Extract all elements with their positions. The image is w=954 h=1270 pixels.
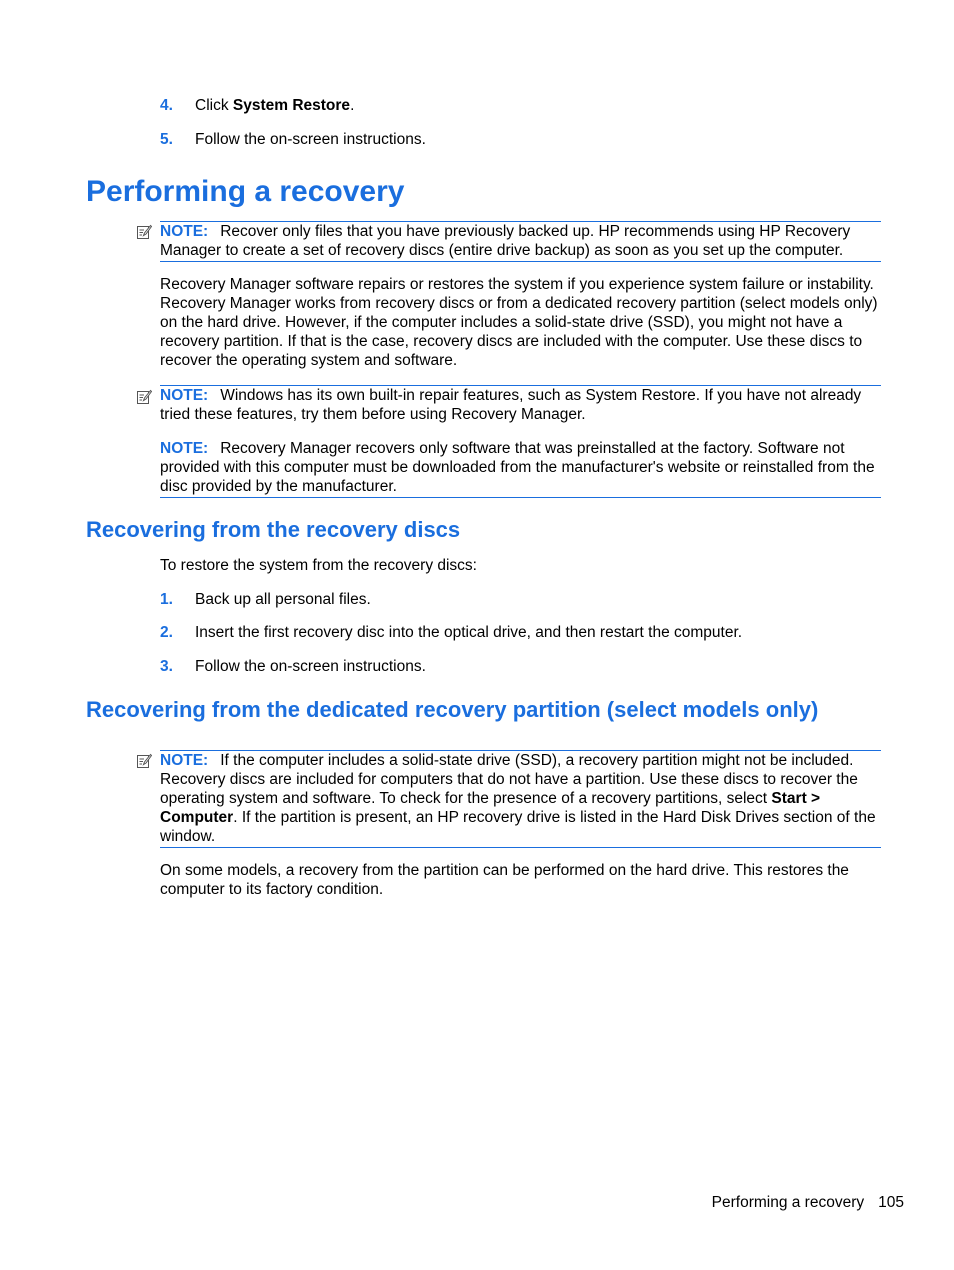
footer-title: Performing a recovery <box>711 1194 865 1211</box>
list-item <box>0 130 954 149</box>
ui-term: Start > Computer <box>160 790 821 826</box>
subsection-title: Recovering from the recovery discs <box>86 517 461 542</box>
subsection-title: Recovering from the dedicated recovery partition (select models only) <box>86 697 819 722</box>
note-icon <box>136 389 152 405</box>
step-text: Follow the on-screen instructions. <box>195 131 426 148</box>
page-number: 105 <box>878 1194 904 1211</box>
note-label: NOTE: <box>160 223 209 240</box>
note-text: NOTE: Windows has its own built-in repair features, such as System Restore. If you have not already tried these features, try them before using Recovery Manager. <box>160 387 862 423</box>
step-number: 2. <box>160 624 173 641</box>
list-item <box>0 623 954 642</box>
step-number: 4. <box>160 97 173 114</box>
note-label: NOTE: <box>160 752 209 769</box>
step-number: 5. <box>160 131 173 148</box>
note-label: NOTE: <box>160 387 209 404</box>
step-text: Insert the first recovery disc into the optical drive, and then restart the computer. <box>195 624 743 641</box>
step-text: Click System Restore. <box>195 97 355 114</box>
note-label: NOTE: <box>160 440 209 457</box>
step-text: Follow the on-screen instructions. <box>195 658 426 675</box>
note-icon <box>136 224 152 240</box>
list-item <box>0 590 954 609</box>
body-paragraph: Recovery Manager software repairs or restores the system if you experience system failure or instability. Recovery Manager works from recovery discs or from a dedicated recovery partition (select models only) on the hard drive. However, if the computer includes a solid-state drive (SSD), you might not have a recovery partition. If that is the case, recovery discs are included with the computer. Use these discs to recover the operating system and software. <box>160 276 878 369</box>
list-item <box>0 657 954 676</box>
ui-term: System Restore <box>232 97 351 114</box>
note-box <box>160 385 881 498</box>
step-text: Back up all personal files. <box>195 591 371 608</box>
body-paragraph: On some models, a recovery from the partition can be performed on the hard drive. This restores the computer to its factory condition. <box>160 862 849 898</box>
note-icon <box>136 753 152 769</box>
note-box <box>160 750 881 848</box>
note-text: NOTE: If the computer includes a solid-state drive (SSD), a recovery partition might not be included. Recovery discs are included for computers that do not have a partition. Use these discs to recover the operating system and software. To check for the presence of a recovery partitions, select Start > Computer. If the partition is present, an HP recovery drive is listed in the Hard Disk Drives section of the window. <box>160 752 876 845</box>
step-number: 3. <box>160 658 173 675</box>
step-number: 1. <box>160 591 173 608</box>
note-text: NOTE: Recover only files that you have previously backed up. HP recommends using HP Recovery Manager to create a set of recovery discs (entire drive backup) as soon as you set up the computer. <box>160 223 851 259</box>
page-footer <box>712 1193 904 1212</box>
note-box <box>160 221 881 262</box>
body-paragraph: To restore the system from the recovery discs: <box>160 557 477 574</box>
list-item <box>0 96 954 115</box>
section-title: Performing a recovery <box>86 175 405 208</box>
note-text: NOTE: Recovery Manager recovers only software that was preinstalled at the factory. Software not provided with this computer must be downloaded from the manufacturer's website or reinstalled from the disc provided by the manufacturer. <box>160 440 875 495</box>
